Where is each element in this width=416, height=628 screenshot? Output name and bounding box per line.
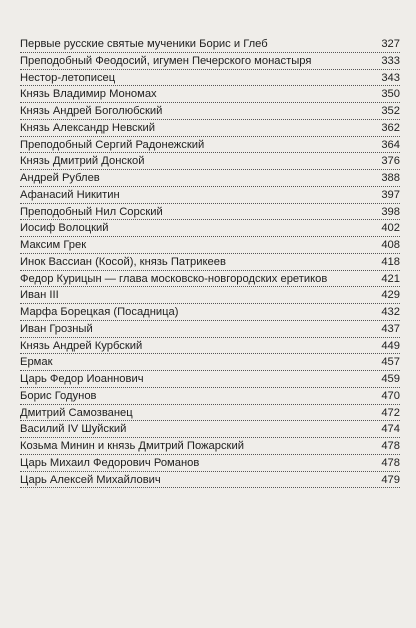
toc-entry-title: Афанасий Никитин xyxy=(20,188,120,201)
toc-entry-page: 472 xyxy=(381,406,400,419)
toc-entry-page: 352 xyxy=(381,105,400,117)
toc-entry-page: 459 xyxy=(381,373,400,385)
toc-entry xyxy=(20,405,400,422)
toc-entry xyxy=(20,170,400,187)
toc-entry xyxy=(20,153,400,170)
toc-entry-title: Иосиф Волоцкий xyxy=(20,222,109,235)
toc-entry-title: Ермак xyxy=(20,356,53,369)
toc-entry-title: Первые русские святые мученики Борис и Глеб xyxy=(20,38,268,50)
toc-entry-title: Козьма Минин и князь Дмитрий Пожарский xyxy=(20,440,244,452)
toc-entry xyxy=(20,371,400,388)
toc-entry-page: 397 xyxy=(381,188,400,201)
toc-entry-title: Князь Андрей Курбский xyxy=(20,339,143,352)
toc-entry-title: Царь Федор Иоаннович xyxy=(20,373,144,385)
toc-entry-title: Царь Михаил Федорович Романов xyxy=(20,456,200,469)
toc-entry-page: 474 xyxy=(381,423,400,436)
toc-entry xyxy=(20,204,400,221)
toc-entry xyxy=(20,220,400,237)
toc-entry-title: Князь Александр Невский xyxy=(20,121,156,134)
toc-entry-title: Дмитрий Самозванец xyxy=(20,406,133,419)
toc-entry-title: Федор Курицын — глава московско-новгородских еретиков xyxy=(20,272,328,285)
toc-entry-page: 418 xyxy=(381,255,400,268)
toc-entry xyxy=(20,86,400,103)
toc-entry xyxy=(20,36,400,53)
toc-entry-title: Царь Алексей Михайлович xyxy=(20,473,161,486)
toc-entry xyxy=(20,254,400,271)
toc-entry-page: 408 xyxy=(381,239,400,251)
toc-entry xyxy=(20,338,400,355)
toc-entry-page: 429 xyxy=(381,289,400,302)
toc-entry xyxy=(20,70,400,87)
toc-entry xyxy=(20,137,400,154)
toc-entry xyxy=(20,120,400,137)
toc-entry xyxy=(20,321,400,338)
toc-entry-page: 388 xyxy=(381,172,400,184)
toc-entry xyxy=(20,187,400,204)
toc-entry-page: 398 xyxy=(381,205,400,218)
toc-entry-title: Князь Владимир Мономах xyxy=(20,88,157,101)
toc-entry-title: Марфа Борецкая (Посадница) xyxy=(20,306,179,318)
toc-entry xyxy=(20,237,400,254)
toc-entry-title: Иван III xyxy=(20,289,59,302)
toc-entry-title: Андрей Рублев xyxy=(20,172,100,184)
toc-entry-page: 364 xyxy=(381,138,400,151)
toc-entry-page: 478 xyxy=(381,456,400,469)
toc-entry-title: Князь Дмитрий Донской xyxy=(20,155,145,168)
toc-entry xyxy=(20,438,400,455)
toc-entry xyxy=(20,455,400,472)
toc-entry xyxy=(20,271,400,288)
toc-entry-title: Князь Андрей Боголюбский xyxy=(20,105,163,117)
toc-entry-title: Максим Грек xyxy=(20,239,87,251)
toc-entry-title: Преподобный Нил Сорский xyxy=(20,205,163,218)
toc-entry xyxy=(20,421,400,438)
toc-entry xyxy=(20,287,400,304)
toc-entry-title: Инок Вассиан (Косой), князь Патрикеев xyxy=(20,255,226,268)
toc-entry-title: Василий IV Шуйский xyxy=(20,423,127,436)
toc-entry-page: 350 xyxy=(381,88,400,101)
toc-entry-title: Нестор-летописец xyxy=(20,71,116,84)
toc-entry xyxy=(20,304,400,321)
toc-entry-page: 421 xyxy=(381,272,400,285)
toc-entry-title: Преподобный Сергий Радонежский xyxy=(20,138,205,151)
toc-entry xyxy=(20,388,400,405)
toc-entry-title: Преподобный Феодосий, игумен Печерского монастыря xyxy=(20,54,312,67)
toc-entry-page: 376 xyxy=(381,155,400,168)
toc-entry-page: 432 xyxy=(381,306,400,318)
table-of-contents xyxy=(20,36,400,488)
toc-entry-page: 457 xyxy=(381,356,400,369)
toc-entry-page: 478 xyxy=(381,440,400,452)
toc-entry-page: 449 xyxy=(381,339,400,352)
toc-entry-title: Иван Грозный xyxy=(20,322,93,335)
toc-entry xyxy=(20,472,400,489)
toc-entry xyxy=(20,354,400,371)
toc-entry xyxy=(20,53,400,70)
toc-entry xyxy=(20,103,400,120)
toc-entry-page: 479 xyxy=(381,473,400,486)
toc-entry-page: 343 xyxy=(381,71,400,84)
toc-entry-page: 327 xyxy=(381,38,400,50)
toc-entry-title: Борис Годунов xyxy=(20,389,97,402)
toc-entry-page: 402 xyxy=(381,222,400,235)
toc-entry-page: 470 xyxy=(381,389,400,402)
toc-entry-page: 362 xyxy=(381,121,400,134)
toc-entry-page: 437 xyxy=(381,322,400,335)
toc-entry-page: 333 xyxy=(381,54,400,67)
